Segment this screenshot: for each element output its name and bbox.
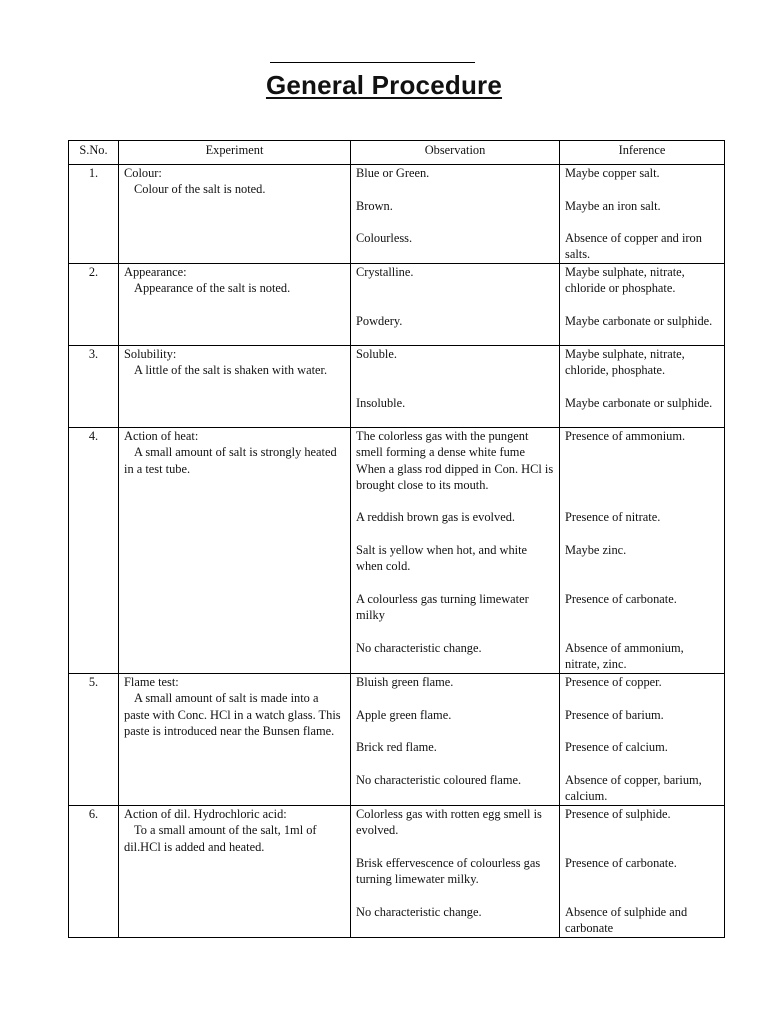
row-inference [560,674,725,806]
row-observation [351,346,560,428]
row-observation [351,806,560,938]
observation-item: Brown. [356,198,393,213]
observation-item: Powdery. [356,313,403,328]
inference-item: Presence of carbonate. [565,591,677,606]
row-sno: 4. [69,428,119,674]
header-experiment: Experiment [119,141,351,165]
row-experiment [119,428,351,674]
header-sno: S.No. [69,141,119,165]
row-experiment [119,165,351,264]
row-experiment [119,806,351,938]
table-row [69,428,725,674]
inference-item: Presence of barium. [565,707,664,722]
observation-item: Soluble. [356,347,397,361]
row-inference [560,264,725,346]
row-experiment [119,346,351,428]
header-inference: Inference [560,141,725,165]
observation-item: Apple green flame. [356,707,452,722]
row-sno: 1. [69,165,119,264]
observation-item: No characteristic change. [356,640,482,655]
observation-item: Colorless gas with rotten egg smell is evolved. [356,807,542,838]
header-observation: Observation [351,141,560,165]
row-inference [560,346,725,428]
experiment-title: Appearance: [124,265,187,279]
inference-item: Maybe copper salt. [565,166,660,180]
inference-item: Presence of calcium. [565,740,668,755]
observation-item: Bluish green flame. [356,675,454,689]
observation-item: Brick red flame. [356,740,437,755]
row-sno: 6. [69,806,119,938]
page-title-wrap [0,70,768,101]
row-inference [560,428,725,674]
observation-item: Crystalline. [356,265,414,279]
row-experiment [119,264,351,346]
procedure-table [68,140,725,938]
table-row [69,674,725,806]
observation-item: A colourless gas turning limewater milky [356,591,529,623]
observation-item: Brisk effervescence of colourless gas turning limewater milky. [356,855,541,887]
experiment-title: Flame test: [124,675,179,689]
row-experiment [119,674,351,806]
inference-item: Presence of copper. [565,675,662,689]
inference-item: Maybe an iron salt. [565,198,661,213]
top-rule [270,62,475,63]
observation-item: The colorless gas with the pungent smell forming a dense white fume When a glass rod dipped in Con. HCl is brought close to its mouth. [356,429,554,492]
row-sno: 3. [69,346,119,428]
table-row [69,346,725,428]
table-row [69,264,725,346]
observation-item: A reddish brown gas is evolved. [356,510,515,525]
experiment-desc: Appearance of the salt is noted. [134,281,291,296]
observation-item: Salt is yellow when hot, and white when cold. [356,543,528,574]
observation-item: Colourless. [356,231,413,246]
observation-item: Blue or Green. [356,166,430,180]
observation-item: No characteristic change. [356,904,482,919]
inference-item: Maybe sulphate, nitrate, chloride, phosphate. [565,347,685,378]
experiment-title: Action of dil. Hydrochloric acid: [124,807,287,821]
page-title: General Procedure [265,70,503,100]
inference-item: Absence of copper and iron salts. [565,231,702,262]
observation-item: Insoluble. [356,395,406,410]
table-row [69,165,725,264]
experiment-desc: A small amount of salt is strongly heated in a test tube. [124,445,337,476]
inference-item: Presence of nitrate. [565,510,661,525]
inference-item: Presence of carbonate. [565,855,677,870]
table-row [69,806,725,938]
experiment-title: Solubility: [124,347,177,361]
row-sno: 5. [69,674,119,806]
row-observation [351,674,560,806]
inference-item: Maybe zinc. [565,543,627,558]
inference-item: Absence of sulphide and carbonate [565,904,688,936]
experiment-desc: To a small amount of the salt, 1ml of dil.HCl is added and heated. [124,823,317,854]
row-sno: 2. [69,264,119,346]
row-inference [560,806,725,938]
row-inference [560,165,725,264]
row-observation [351,165,560,264]
table-header-row [69,141,725,165]
row-observation [351,264,560,346]
observation-item: No characteristic coloured flame. [356,772,522,787]
inference-item: Presence of sulphide. [565,807,671,821]
experiment-title: Colour: [124,166,162,180]
inference-item: Maybe sulphate, nitrate, chloride or phosphate. [565,265,685,296]
inference-item: Maybe carbonate or sulphide. [565,395,713,410]
experiment-desc: A little of the salt is shaken with water. [134,363,328,378]
experiment-desc: Colour of the salt is noted. [134,182,266,197]
experiment-title: Action of heat: [124,429,199,443]
inference-item: Absence of copper, barium, calcium. [565,772,702,804]
inference-item: Presence of ammonium. [565,429,686,443]
experiment-desc: A small amount of salt is made into a paste with Conc. HCl in a watch glass. This paste is introduced near the Bunsen flame. [124,691,341,738]
row-observation [351,428,560,674]
inference-item: Absence of ammonium, nitrate, zinc. [565,640,684,672]
inference-item: Maybe carbonate or sulphide. [565,313,713,328]
